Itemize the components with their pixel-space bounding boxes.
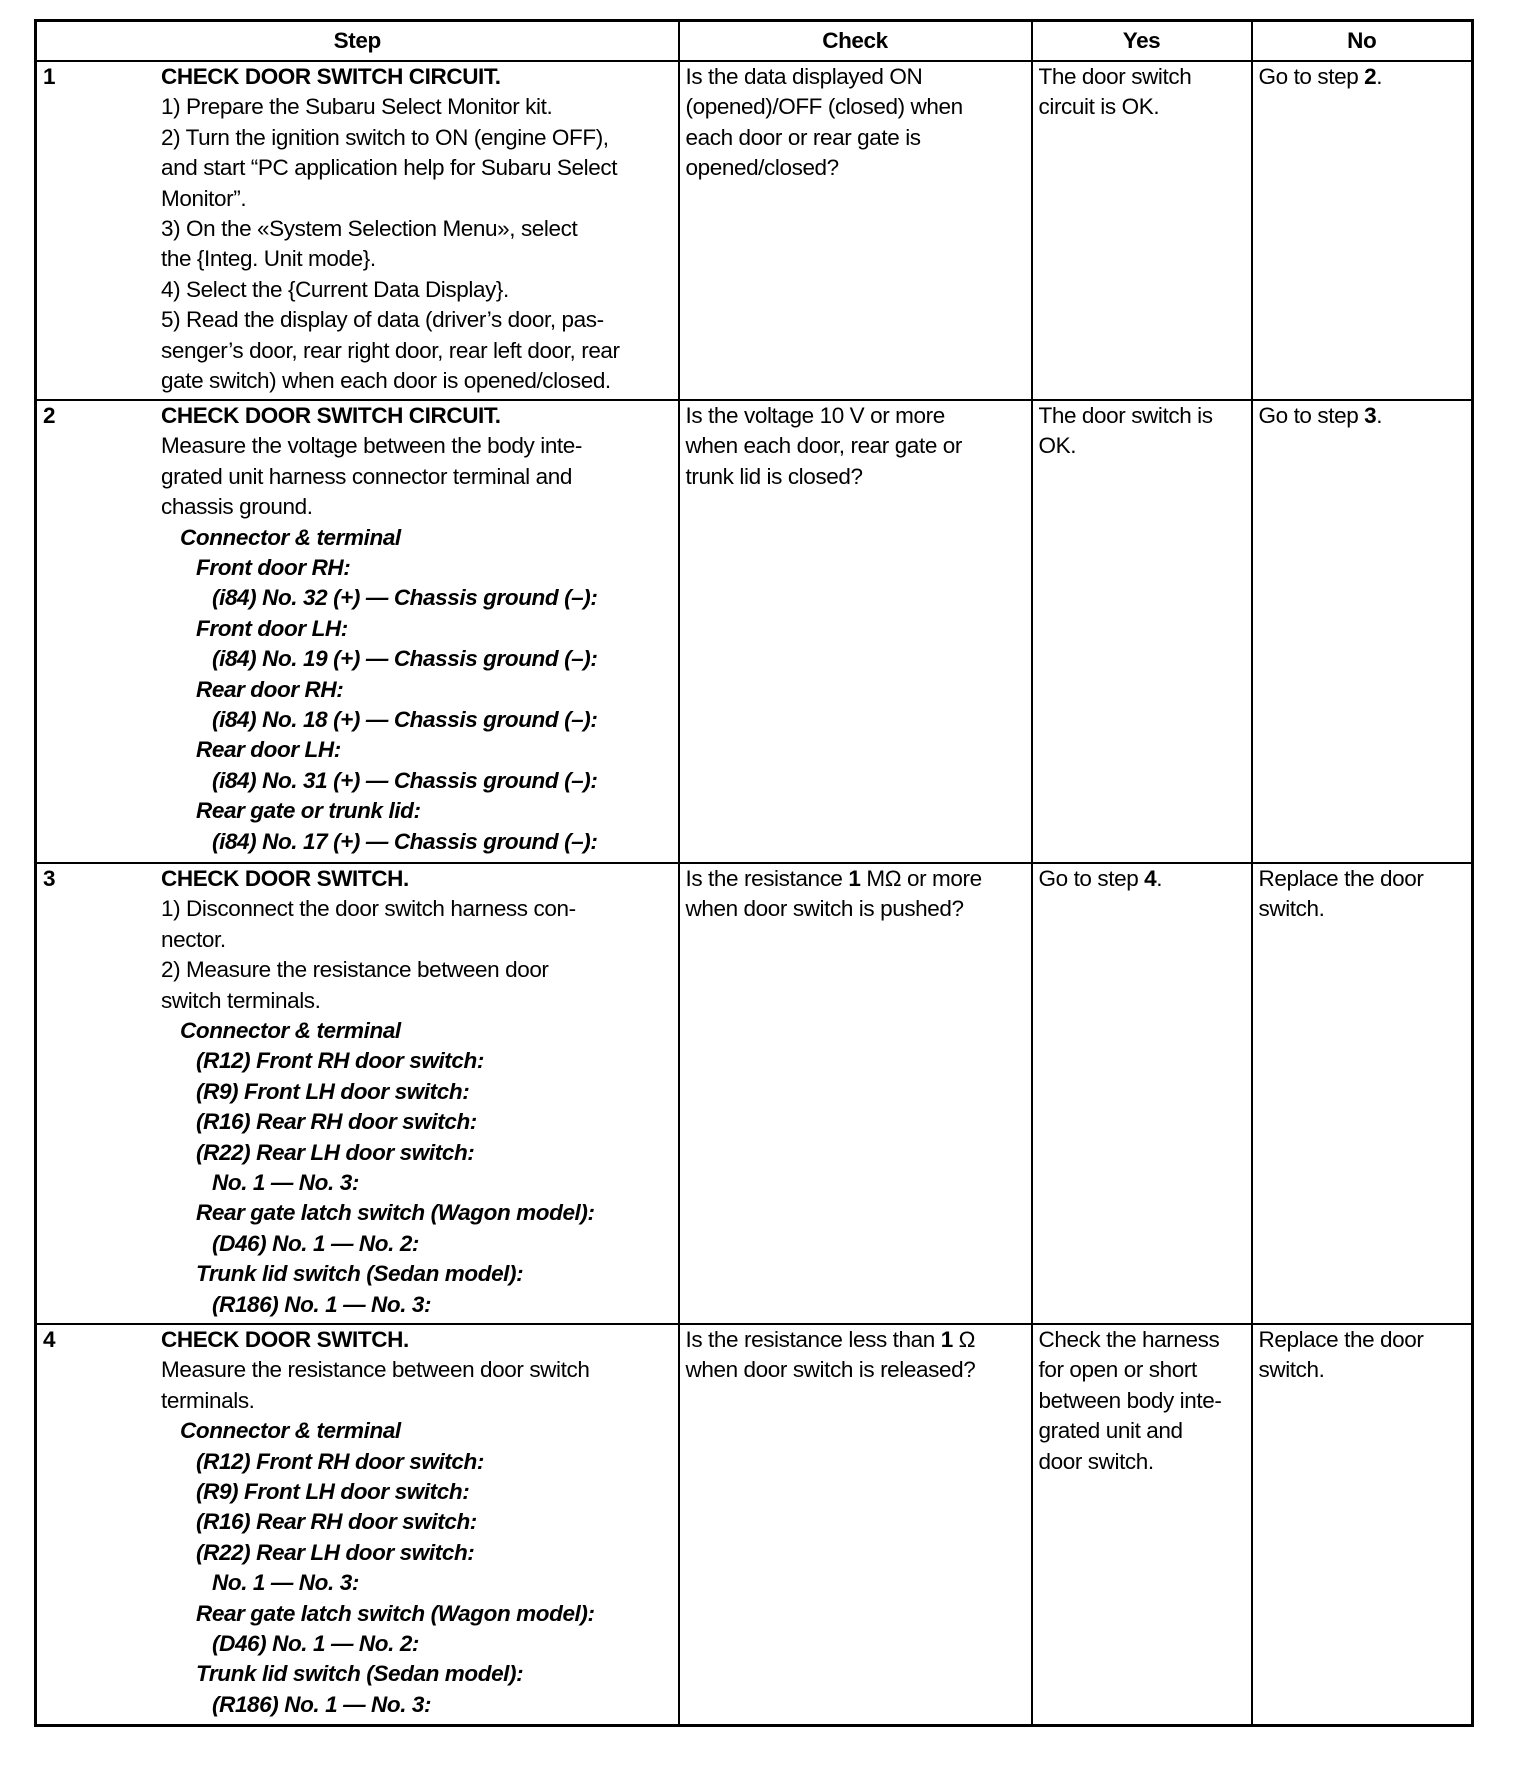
step-line: Rear gate or trunk lid: [196,798,421,824]
step-cell [36,61,679,400]
step-instructions [161,62,672,396]
step-line: (R186) No. 1 — No. 3: [212,1691,432,1717]
step-line: No. 1 — No. 3: [212,1570,359,1596]
yes-line [1039,62,1245,92]
no-text: Go to step [1258,64,1365,89]
check-text: Is the data displayed ON [685,64,923,89]
step-line: (i84) No. 18 (+) — Chassis ground (–): [212,707,598,733]
check-line [686,894,1025,924]
no-text: switch. [1258,896,1325,922]
step-line: Monitor”. [161,185,247,211]
check-text: (opened)/OFF (closed) when [685,94,963,120]
step-number: 1 [43,64,56,89]
check-cell [679,1324,1032,1725]
step-line: Front door RH: [196,555,351,581]
check-text: 1 [940,1327,953,1352]
step-line: CHECK DOOR SWITCH. [161,866,409,891]
no-text: Replace the door [1258,866,1424,891]
check-text: Ω [952,1327,976,1352]
check-text: each door or rear gate is [685,124,921,150]
step-line: Trunk lid switch (Sedan model): [196,1261,524,1287]
header-step: Step [36,21,679,62]
header-row [36,21,1473,62]
step-cell [36,400,679,863]
step-line: CHECK DOOR SWITCH CIRCUIT. [161,403,501,428]
yes-text: OK. [1038,433,1077,459]
yes-line [1039,401,1245,431]
step-instructions [161,401,672,857]
yes-text: for open or short [1038,1357,1197,1383]
check-line [686,864,1025,894]
check-line [686,62,1025,92]
no-text: Replace the door [1258,1327,1424,1352]
step-line: 3) On the «System Selection Menu», select [161,216,578,242]
step-row [36,400,1473,863]
header-check: Check [679,21,1032,62]
step-line: Rear door LH: [196,737,341,763]
no-line [1259,62,1466,92]
no-text: Go to step [1258,403,1365,428]
check-line [686,431,1025,461]
step-instructions [161,864,672,1320]
check-text: when door switch is pushed? [685,896,964,922]
step-line: (R22) Rear LH door switch: [196,1539,475,1565]
no-text: . [1376,403,1383,428]
check-text: when each door, rear gate or [685,433,962,459]
step-line: CHECK DOOR SWITCH CIRCUIT. [161,64,501,89]
check-text: trunk lid is closed? [685,463,863,489]
yes-text: The door switch is [1038,403,1213,428]
step-line: CHECK DOOR SWITCH. [161,1327,409,1352]
step-number: 3 [43,866,56,891]
yes-line [1039,1355,1245,1385]
step-number: 4 [43,1327,56,1352]
step-line: gate switch) when each door is opened/closed. [161,368,611,394]
no-line [1259,864,1466,894]
check-line [686,153,1025,183]
check-line [686,92,1025,122]
step-cell [36,863,679,1324]
no-cell [1252,1324,1473,1725]
check-text: opened/closed? [685,155,839,181]
step-line: 1) Disconnect the door switch harness con- [161,896,576,922]
check-line [686,462,1025,492]
check-line [686,1355,1025,1385]
yes-line [1039,1447,1245,1477]
check-text: when door switch is released? [685,1357,976,1383]
yes-line [1039,1386,1245,1416]
no-cell [1252,61,1473,400]
step-line: (R22) Rear LH door switch: [196,1139,475,1165]
check-cell [679,863,1032,1324]
step-line: (R12) Front RH door switch: [196,1048,484,1074]
step-line: (R16) Rear RH door switch: [196,1109,477,1135]
yes-text: The door switch [1038,64,1192,89]
yes-text: . [1156,866,1163,891]
step-line: chassis ground. [161,494,313,520]
no-cell [1252,863,1473,1324]
no-text: . [1376,64,1383,89]
step-line: Trunk lid switch (Sedan model): [196,1661,524,1687]
step-line: (R9) Front LH door switch: [196,1479,470,1505]
step-line: (R16) Rear RH door switch: [196,1509,477,1535]
yes-text: 4 [1144,866,1157,891]
no-cell [1252,400,1473,863]
yes-cell [1032,1324,1252,1725]
yes-text: between body inte- [1038,1387,1222,1413]
check-text: Is the voltage 10 V or more [685,403,945,428]
check-text: MΩ or more [860,866,982,891]
no-text: switch. [1258,1357,1325,1383]
check-text: 1 [848,866,861,891]
step-line: grated unit harness connector terminal and [161,463,572,489]
yes-text: Go to step [1038,866,1145,891]
step-line: the {Integ. Unit mode}. [161,246,376,272]
step-line: 5) Read the display of data (driver’s door, pas- [161,307,604,333]
yes-line [1039,92,1245,122]
step-line: Connector & terminal [180,524,401,550]
step-line: Connector & terminal [180,1018,401,1044]
step-line: 1) Prepare the Subaru Select Monitor kit. [161,94,553,120]
no-line [1259,1325,1466,1355]
yes-cell [1032,863,1252,1324]
yes-text: circuit is OK. [1038,94,1160,120]
header-yes: Yes [1032,21,1252,62]
yes-line [1039,431,1245,461]
step-cell [36,1324,679,1725]
no-line [1259,894,1466,924]
check-cell [679,400,1032,863]
step-line: (i84) No. 32 (+) — Chassis ground (–): [212,585,598,611]
no-line [1259,401,1466,431]
step-line: Rear door RH: [196,676,344,702]
step-line: (R9) Front LH door switch: [196,1078,470,1104]
step-line: (i84) No. 17 (+) — Chassis ground (–): [212,828,598,854]
step-line: Front door LH: [196,615,348,641]
step-line: (R186) No. 1 — No. 3: [212,1291,432,1317]
yes-cell [1032,61,1252,400]
no-line [1259,1355,1466,1385]
step-line: terminals. [161,1387,255,1413]
check-line [686,1325,1025,1355]
step-line: (i84) No. 19 (+) — Chassis ground (–): [212,646,598,672]
no-text: 2 [1364,64,1377,89]
step-row [36,61,1473,400]
yes-line [1039,1416,1245,1446]
step-line: and start “PC application help for Subaru Select [161,155,618,181]
yes-text: Check the harness [1038,1327,1220,1352]
step-line: Measure the resistance between door switch [161,1357,590,1383]
step-number: 2 [43,403,56,428]
no-text: 3 [1364,403,1377,428]
step-line: 2) Measure the resistance between door [161,957,549,983]
check-text: Is the resistance less than [685,1327,941,1352]
step-line: senger’s door, rear right door, rear left door, rear [161,337,620,363]
step-line: Rear gate latch switch (Wagon model): [196,1200,595,1226]
step-line: (R12) Front RH door switch: [196,1448,484,1474]
yes-text: door switch. [1038,1448,1154,1474]
step-row [36,863,1473,1324]
yes-text: grated unit and [1038,1418,1183,1444]
step-row [36,1324,1473,1725]
step-line: switch terminals. [161,987,321,1013]
step-line: No. 1 — No. 3: [212,1170,359,1196]
step-line: nector. [161,926,226,952]
check-cell [679,61,1032,400]
header-no: No [1252,21,1473,62]
yes-line [1039,864,1245,894]
step-line: 2) Turn the ignition switch to ON (engine OFF), [161,124,609,150]
step-line: 4) Select the {Current Data Display}. [161,276,509,302]
step-line: (D46) No. 1 — No. 2: [212,1631,420,1657]
step-line: Rear gate latch switch (Wagon model): [196,1600,595,1626]
check-line [686,123,1025,153]
step-line: Measure the voltage between the body inte- [161,433,582,459]
step-instructions [161,1325,672,1720]
step-line: (i84) No. 31 (+) — Chassis ground (–): [212,767,598,793]
step-line: (D46) No. 1 — No. 2: [212,1230,420,1256]
yes-line [1039,1325,1245,1355]
check-line [686,401,1025,431]
yes-cell [1032,400,1252,863]
step-line: Connector & terminal [180,1418,401,1444]
diagnostic-procedure-table [34,19,1474,1727]
check-text: Is the resistance [685,866,849,891]
